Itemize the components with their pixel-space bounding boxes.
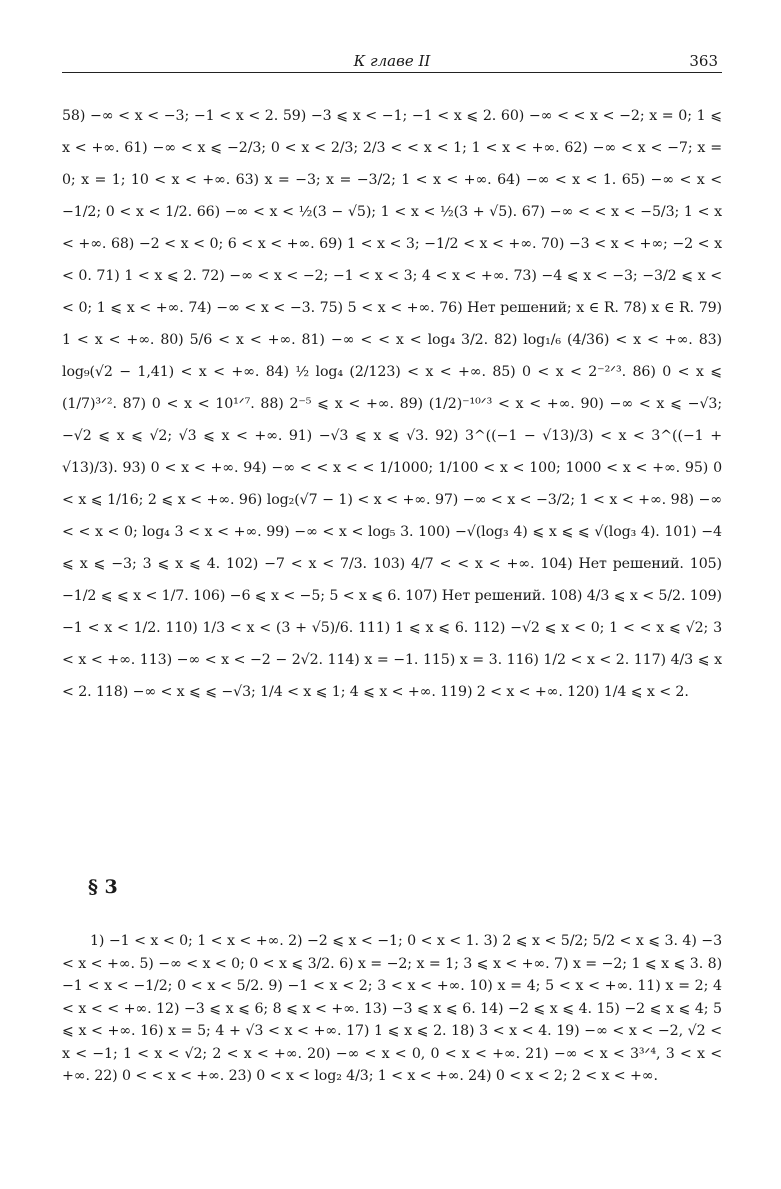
answers-text-part2: 1) −1 < x < 0; 1 < x < +∞. 2) −2 ⩽ x < −1; 0 < x < 1. 3) 2 ⩽ x < 5/2; 5/2 < x ⩽ 3. 4) −3 < x < +∞. 5) −∞ < x < 0; 0 < x ⩽ 3/2. 6) x = −2; x = 1; 3 ⩽ x < +∞. 7) x = −2; 1 ⩽ x ⩽ 3. 8) −1 < x < −1/2; 0 < x < 5/2. 9) −1 < x < 2; 3 < x < +∞. 10) x = 4; 5 < x < +∞. 11) x = 2; 4 < x < < +∞. 12) −3 ⩽ x ⩽ 6; 8 ⩽ x < +∞. 13) −3 ⩽ x ⩽ 6. 14) −2 ⩽ x ⩽ 4. 15) −2 ⩽ x ⩽ 4; 5 ⩽ x < +∞. 16) x = 5; 4 + √3 < x < +∞. 17) 1 ⩽ x ⩽ 2. 18) 3 < x < 4. 19) −∞ < x < −2, √2 < x < −1; 1 < x < √2; 2 < x < +∞. 20) −∞ < x < 0, 0 < x < +∞. 21) −∞ < x < 3³ᐟ⁴, 3 < x < +∞. 22) 0 < < x < +∞. 23) 0 < x < log₂ 4/3; 1 < x < +∞. 24) 0 < x < 2; 2 < x < +∞.: [62, 933, 722, 1084]
answers-section-3: [62, 930, 722, 1088]
running-title: К главе II: [353, 52, 431, 70]
answers-section-2: [62, 100, 722, 708]
answers-text-part1: 58) −∞ < x < −3; −1 < x < 2. 59) −3 ⩽ x < −1; −1 < x ⩽ 2. 60) −∞ < < x < −2; x = 0; 1 ⩽ x < +∞. 61) −∞ < x ⩽ −2/3; 0 < x < 2/3; 2/3 < < x < 1; 1 < x < +∞. 62) −∞ < x < −7; x = 0; x = 1; 10 < x < +∞. 63) x = −3; x = −3/2; 1 < x < +∞. 64) −∞ < x < 1. 65) −∞ < x < −1/2; 0 < x < 1/2. 66) −∞ < x < ½(3 − √5); 1 < x < ½(3 + √5). 67) −∞ < < x < −5/3; 1 < x < +∞. 68) −2 < x < 0; 6 < x < +∞. 69) 1 < x < 3; −1/2 < x < +∞. 70) −3 < x < +∞; −2 < x < 0. 71) 1 < x ⩽ 2. 72) −∞ < x < −2; −1 < x < 3; 4 < x < +∞. 73) −4 ⩽ x < −3; −3/2 ⩽ x < < 0; 1 ⩽ x < +∞. 74) −∞ < x < −3. 75) 5 < x < +∞. 76) Нет решений; x ∈ R. 78) x ∈ R. 79) 1 < x < +∞. 80) 5/6 < x < +∞. 81) −∞ < < x < log₄ 3/2. 82) log₁/₆ (4/36) < x < +∞. 83) log₉(√2 − 1,41) < x < +∞. 84) ½ log₄ (2/123) < x < +∞. 85) 0 < x < 2⁻²ᐟ³. 86) 0 < x ⩽ (1/7)³ᐟ². 87) 0 < x < 10¹ᐟ⁷. 88) 2⁻⁵ ⩽ x < +∞. 89) (1/2)⁻¹⁰ᐟ³ < x < +∞. 90) −∞ < x ⩽ −√3; −√2 ⩽ x ⩽ √2; √3 ⩽ x < +∞. 91) −√3 ⩽ x ⩽ √3. 92) 3^((−1 − √13)/3) < x < 3^((−1 + √13)/3). 93) 0 < x < +∞. 94) −∞ < < x < < 1/1000; 1/100 < x < 100; 1000 < x < +∞. 95) 0 < x ⩽ 1/16; 2 ⩽ x < +∞. 96) log₂(√7 − 1) < x < +∞. 97) −∞ < x < −3/2; 1 < x < +∞. 98) −∞ < < x < 0; log₄ 3 < x < +∞. 99) −∞ < x < log₅ 3. 100) −√(log₃ 4) ⩽ x ⩽ ⩽ √(log₃ 4). 101) −4 ⩽ x ⩽ −3; 3 ⩽ x ⩽ 4. 102) −7 < x < 7/3. 103) 4/7 < < x < +∞. 104) Нет решений. 105) −1/2 ⩽ ⩽ x < 1/7. 106) −6 ⩽ x < −5; 5 < x ⩽ 6. 107) Нет решений. 108) 4/3 ⩽ x < 5/2. 109) −1 < x < 1/2. 110) 1/3 < x < (3 + √5)/6. 111) 1 ⩽ x ⩽ 6. 112) −√2 ⩽ x < 0; 1 < < x ⩽ √2; 3 < x < +∞. 113) −∞ < x < −2 − 2√2. 114) x = −1. 115) x = 3. 116) 1/2 < x < 2. 117) 4/3 ⩽ x < 2. 118) −∞ < x ⩽ ⩽ −√3; 1/4 < x ⩽ 1; 4 ⩽ x < +∞. 119) 2 < x < +∞. 120) 1/4 ⩽ x < 2.: [62, 108, 722, 700]
page-number: 363: [689, 52, 718, 70]
section-heading: § 3: [88, 876, 118, 898]
page-header: [62, 50, 722, 73]
